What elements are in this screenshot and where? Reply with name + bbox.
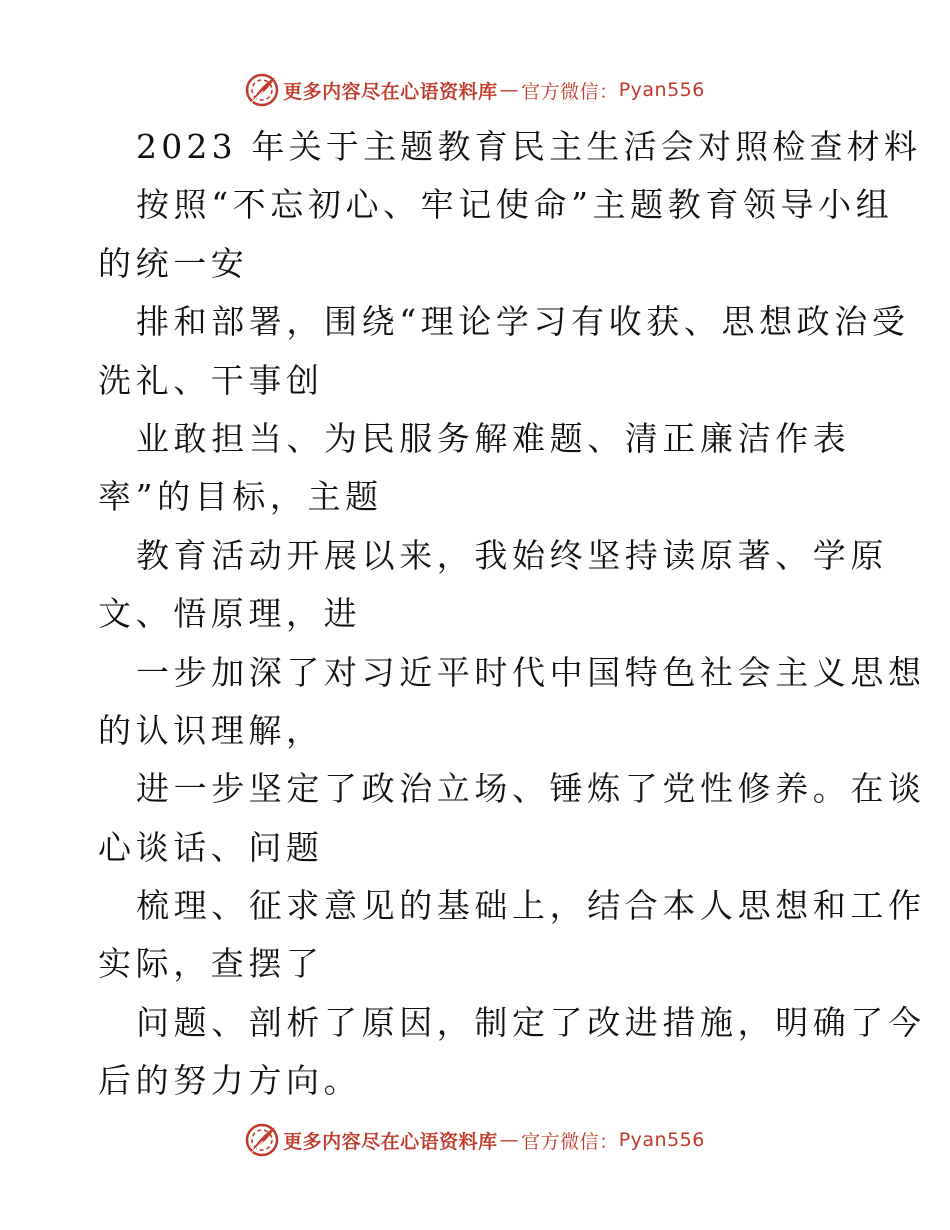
wechat-id: Pyan556 [618,1129,705,1151]
paragraph-line: 问题、剖析了原因，制定了改进措施，明确了今 [136,1002,926,1042]
paragraph-line: 业敢担当、为民服务解难题、清正廉洁作表 [136,418,851,458]
paragraph-line: 教育活动开展以来，我始终坚持读原著、学原 [136,535,888,575]
document-body [98,118,926,1111]
paragraph-line: 心谈话、问题 [98,827,324,867]
footer-banner [0,1120,950,1160]
paragraph-line: 洗礼、干事创 [98,360,324,400]
paragraph-line: 进一步坚定了政治立场、锤炼了党性修养。在谈 [136,769,926,809]
paragraph-line: 文、悟原理，进 [98,594,362,634]
header-banner [0,70,950,110]
document-title: 2023 年关于主题教育民主生活会对照检查材料 [136,127,922,166]
feather-pen-logo-icon [245,73,279,107]
banner-dash: — [499,1129,520,1151]
feather-pen-logo-icon [245,1123,279,1157]
paragraph-line: 梳理、征求意见的基础上，结合本人思想和工作 [136,886,926,926]
paragraph-line: 率”的目标，主题 [98,477,383,517]
paragraph-line: 一步加深了对习近平时代中国特色社会主义思想 [136,652,926,692]
paragraph-line: 的统一安 [98,243,249,283]
wechat-label: 官方微信： [521,80,619,103]
paragraph-line: 后的努力方向。 [98,1061,362,1101]
paragraph-line: 按照“不忘初心、牢记使命”主题教育领导小组 [136,185,894,225]
promo-text: 更多内容尽在心语资料库 [283,1130,498,1153]
banner-dash: — [499,79,520,101]
promo-text: 更多内容尽在心语资料库 [283,80,498,103]
wechat-id: Pyan556 [618,79,705,101]
paragraph-line: 实际，查摆了 [98,944,324,984]
paragraph-line: 排和部署，围绕“理论学习有收获、思想政治受 [136,302,910,342]
paragraph-line: 的认识理解， [98,710,324,750]
wechat-label: 官方微信： [521,1130,619,1153]
